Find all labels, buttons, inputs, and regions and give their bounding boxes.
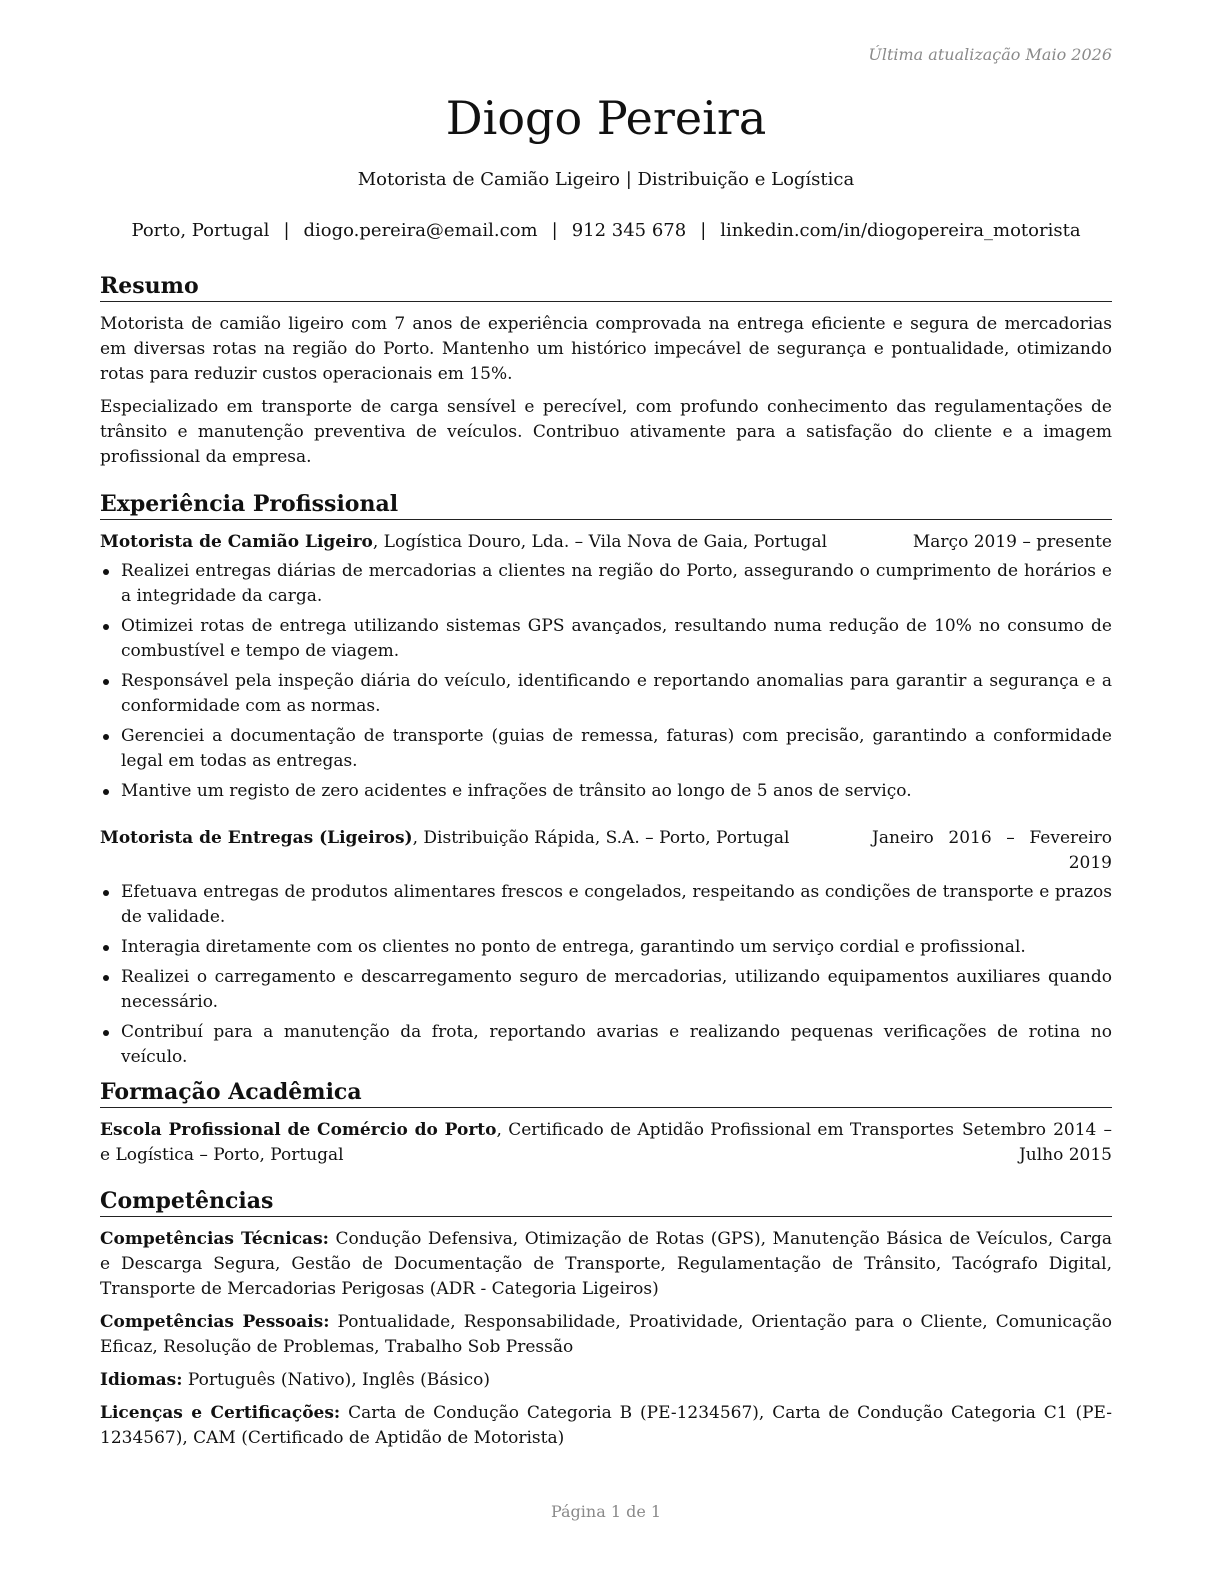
section-title-education: Formação Acadêmica	[100, 1078, 1112, 1108]
bullet-icon	[103, 1030, 109, 1036]
education-dates: Setembro 2014 – Julho 2015	[962, 1120, 1112, 1165]
bullet-text: Mantive um registo de zero acidentes e infrações de trânsito ao longo de 5 anos de serviço.	[121, 781, 912, 801]
job-company: , Logística Douro, Lda. – Vila Nova de Gaia, Portugal	[372, 532, 828, 552]
list-item	[100, 965, 1112, 1015]
bullet-text: Efetuava entregas de produtos alimentares frescos e congelados, respeitando as condições de transporte e prazos de validade.	[121, 882, 1112, 927]
job-bullets	[100, 880, 1112, 1070]
job-title-line	[100, 530, 913, 555]
contact-location: Porto, Portugal	[131, 220, 270, 241]
section-title-skills: Competências	[100, 1187, 1112, 1217]
list-item	[100, 779, 1112, 804]
summary-paragraph: Especializado em transporte de carga sensível e perecível, com profundo conhecimento das regulamentações de trânsito e manutenção preventiva de veículos. Contribuo ativamente para a satisfação do cliente e a imagem profissional da empresa.	[100, 397, 1112, 467]
list-item	[100, 1020, 1112, 1070]
bullet-icon	[103, 945, 109, 951]
summary-section	[100, 272, 1112, 478]
bullet-icon	[103, 679, 109, 685]
job-role: Motorista de Entregas (Ligeiros)	[100, 828, 413, 848]
bullet-text: Gerenciei a documentação de transporte (guias de remessa, faturas) com precisão, garantindo a conformidade legal em todas as entregas.	[121, 726, 1112, 771]
bullet-text: Responsável pela inspeção diária do veículo, identificando e reportando anomalias para garantir a segurança e a conformidade com as normas.	[121, 671, 1112, 716]
experience-section	[100, 490, 1112, 1075]
skill-label: Licenças e Certificações:	[100, 1403, 341, 1423]
section-title-summary: Resumo	[100, 272, 1112, 302]
education-school: Escola Profissional de Comércio do Porto	[100, 1120, 497, 1140]
summary-paragraph: Motorista de camião ligeiro com 7 anos de experiência comprovada na entrega eficiente e segura de mercadorias em diversas rotas na região do Porto. Mantenho um histórico impecável de segurança e pontualidade, otimizando rotas para reduzir custos operacionais em 15%.	[100, 314, 1112, 384]
contact-separator: |	[283, 220, 290, 241]
job-header	[100, 530, 1112, 555]
bullet-text: Otimizei rotas de entrega utilizando sistemas GPS avançados, resultando numa redução de 10% no consumo de combustível e tempo de viagem.	[121, 616, 1112, 661]
skill-item	[100, 1368, 1112, 1393]
contact-linkedin[interactable]: linkedin.com/in/diogopereira_motorista	[720, 220, 1081, 241]
list-item	[100, 880, 1112, 930]
bullet-text: Realizei entregas diárias de mercadorias a clientes na região do Porto, assegurando o cumprimento de horários e a integridade da carga.	[121, 561, 1112, 606]
job-role: Motorista de Camião Ligeiro	[100, 532, 373, 552]
bullet-icon	[103, 975, 109, 981]
page-number: Página 1 de 1	[550, 1502, 662, 1521]
contact-separator: |	[551, 220, 558, 241]
education-title-line	[100, 1118, 954, 1168]
education-entry	[100, 1118, 1112, 1168]
contact-line	[100, 219, 1112, 243]
skill-item	[100, 1310, 1112, 1360]
skill-text: Carta de Condução Categoria B (PE-1234567), Carta de Condução Categoria C1 (PE-1234567), CAM (Certificado de Aptidão de Motorista)	[100, 1403, 1112, 1448]
education-section	[100, 1078, 1112, 1168]
contact-email[interactable]: diogo.pereira@email.com	[303, 220, 538, 241]
skill-text: Pontualidade, Responsabilidade, Proatividade, Orientação para o Cliente, Comunicação Eficaz, Resolução de Problemas, Trabalho Sob Pressão	[100, 1312, 1113, 1357]
bullet-icon	[103, 789, 109, 795]
skill-label: Idiomas:	[100, 1370, 183, 1390]
job-header	[100, 826, 1112, 876]
skills-section	[100, 1187, 1112, 1459]
skill-label: Competências Técnicas:	[100, 1229, 329, 1249]
skill-item	[100, 1227, 1112, 1302]
candidate-name: Diogo Pereira	[445, 91, 767, 145]
bullet-icon	[103, 624, 109, 630]
skill-text: Condução Defensiva, Otimização de Rotas (GPS), Manutenção Básica de Veículos, Carga e Descarga Segura, Gestão de Documentação de Transporte, Regulamentação de Trânsito, Tacógrafo Digital, Transporte de Mercadorias Perigosas (ADR - Categoria Ligeiros)	[100, 1229, 1112, 1299]
last-updated: Última atualização Maio 2026	[868, 45, 1112, 64]
education-details: , Certificado de Aptidão Profissional em Transportes e Logística – Porto, Portugal	[100, 1120, 954, 1165]
job-entry	[100, 826, 1112, 1070]
job-dates: Março 2019 – presente	[912, 532, 1112, 552]
list-item	[100, 614, 1112, 664]
job-company: , Distribuição Rápida, S.A. – Porto, Portugal	[412, 828, 790, 848]
list-item	[100, 669, 1112, 719]
job-title-line	[100, 826, 872, 876]
bullet-text: Interagia diretamente com os clientes no ponto de entrega, garantindo um serviço cordial e profissional.	[121, 937, 1026, 957]
candidate-subtitle: Motorista de Camião Ligeiro | Distribuição e Logística	[357, 169, 855, 190]
resume-page	[100, 0, 1112, 1584]
skill-text: Português (Nativo), Inglês (Básico)	[182, 1370, 490, 1390]
job-entry	[100, 530, 1112, 804]
list-item	[100, 724, 1112, 774]
job-dates: Janeiro 2016 – Fevereiro 2019	[872, 828, 1112, 873]
bullet-icon	[103, 890, 109, 896]
contact-separator: |	[700, 220, 707, 241]
job-bullets	[100, 559, 1112, 804]
skill-label: Competências Pessoais:	[100, 1312, 330, 1332]
bullet-icon	[103, 734, 109, 740]
list-item	[100, 559, 1112, 609]
skill-item	[100, 1401, 1112, 1451]
list-item	[100, 935, 1112, 960]
contact-phone: 912 345 678	[571, 220, 687, 241]
bullet-text: Contribuí para a manutenção da frota, reportando avarias e realizando pequenas verificações de rotina no veículo.	[121, 1022, 1112, 1067]
bullet-text: Realizei o carregamento e descarregamento seguro de mercadorias, utilizando equipamentos auxiliares quando necessário.	[121, 967, 1112, 1012]
section-title-experience: Experiência Profissional	[100, 490, 1112, 520]
bullet-icon	[103, 569, 109, 575]
